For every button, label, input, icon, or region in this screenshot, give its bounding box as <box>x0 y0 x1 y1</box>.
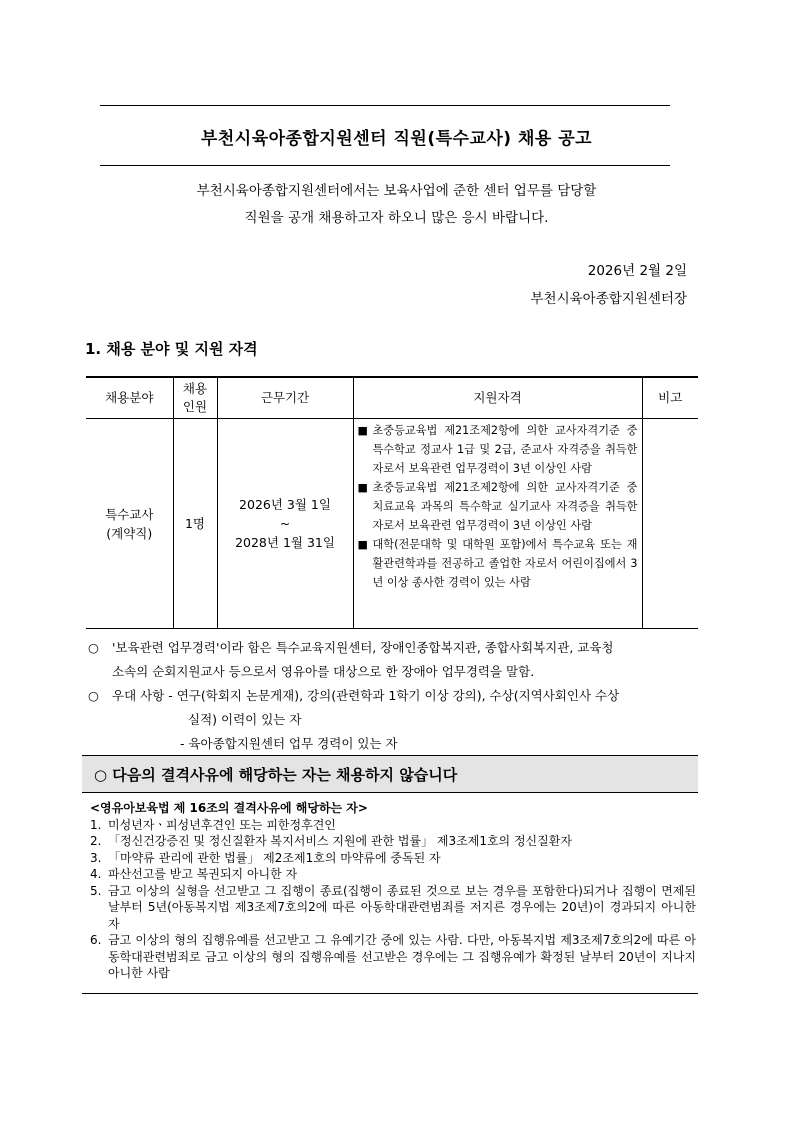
item-text: 「마약류 관리에 관한 법률」 제2조제1호의 마약류에 중독된 자 <box>108 850 441 865</box>
qualification-item <box>358 535 638 592</box>
period-start: 2026년 3월 1일 <box>239 497 331 512</box>
header-field: 채용분야 <box>86 377 173 419</box>
header-period: 근무기간 <box>217 377 353 419</box>
square-bullet-icon: ■ <box>357 424 368 437</box>
note-preference-line2: 실적) 이력이 있는 자 <box>188 712 302 727</box>
qualification-text: 초중등교육법 제21조제2항에 의한 교사자격기준 중 치료교육 과목의 특수학교 실기교사 자격증을 취득한 자로서 보육관련 업무경력이 3년 이상인 사람 <box>372 481 638 532</box>
section-1-title: 1. 채용 분야 및 지원 자격 <box>85 340 258 358</box>
note-experience-line2: 소속의 순회지원교사 등으로서 영유아를 대상으로 한 장애아 업무경력을 말함. <box>112 664 535 679</box>
page-title: 부천시육아종합지원센터 직원(특수교사) 채용 공고 <box>200 129 593 149</box>
section-2-title-box <box>82 755 698 793</box>
qualification-text: 대학(전문대학 및 대학원 포함)에서 특수교육 또는 재활관련학과를 전공하고 졸업한 자로서 어린이집에서 3년 이상 종사한 경력이 있는 사람 <box>372 538 638 589</box>
cell-qualifications <box>353 419 642 629</box>
list-item <box>90 883 696 933</box>
header-count <box>173 377 217 419</box>
cell-count: 1명 <box>173 419 217 629</box>
qualification-text: 초중등교육법 제21조제2항에 의한 교사자격기준 중 특수학교 정교사 1급 및 2급, 준교사 자격증을 취득한 자로서 보육관련 업무경력이 3년 이상인 사람 <box>372 424 638 475</box>
header-count-line2: 인원 <box>182 399 208 414</box>
item-text: 금고 이상의 형의 집행유예를 선고받고 그 유예기간 중에 있는 사람. 다만, 아동복지법 제3조제7호의2에 따른 아동학대관련범죄로 금고 이상의 형의 집행유예를 선고받은 경우에는 그 집행유예가 확정된 날부터 20년이 지나지 아니한 사람 <box>108 933 696 980</box>
item-number: 2. <box>90 834 102 848</box>
square-bullet-icon: ■ <box>357 481 368 494</box>
field-line1: 특수교사 <box>105 506 154 522</box>
recruitment-table <box>86 376 698 629</box>
header-qualification: 지원자격 <box>353 377 642 419</box>
list-item <box>90 866 696 883</box>
list-item <box>90 817 696 834</box>
item-text: 미성년자ㆍ피성년후견인 또는 피한정후견인 <box>108 817 336 832</box>
field-line2: (계약직) <box>106 525 153 541</box>
intro-line-2: 직원을 공개 채용하고자 하오니 많은 응시 바랍니다. <box>244 210 549 226</box>
qualification-item <box>358 421 638 478</box>
note-preference-line1: 우대 사항 - 연구(학회지 논문게재), 강의(관련학과 1학기 이상 강의), 수상(지역사회인사 수상 <box>112 688 620 703</box>
bottom-rule <box>82 993 698 994</box>
top-rule <box>100 105 670 106</box>
circle-bullet-icon: ○ <box>88 688 99 703</box>
qualification-item <box>358 478 638 535</box>
intro-line-1: 부천시육아종합지원센터에서는 보육사업에 준한 센터 업무를 담당할 <box>196 183 597 199</box>
circle-bullet-icon: ○ <box>88 640 99 655</box>
section-2-title: ○ 다음의 결격사유에 해당하는 자는 채용하지 않습니다 <box>94 765 458 784</box>
table-row <box>86 419 698 629</box>
note-preference <box>88 684 698 708</box>
item-text: 파산선고를 받고 복권되지 아니한 자 <box>108 867 298 881</box>
list-item <box>90 850 696 867</box>
item-number: 4. <box>90 867 102 881</box>
item-number: 3. <box>90 850 102 865</box>
disqualification-heading: <영유아보육법 제 16조의 결격사유에 해당하는 자> <box>90 801 368 815</box>
notes <box>88 636 698 756</box>
item-number: 5. <box>90 883 102 898</box>
list-item <box>90 932 696 982</box>
disqualification-list <box>90 800 696 982</box>
intro-text <box>0 178 793 232</box>
note-preference-line3: - 육아종합지원센터 업무 경력이 있는 자 <box>180 736 398 751</box>
item-number: 6. <box>90 933 102 947</box>
item-number: 1. <box>90 817 102 832</box>
cell-remarks <box>642 419 698 629</box>
list-item <box>90 833 696 850</box>
table-header-row <box>86 377 698 419</box>
cell-period <box>217 419 353 629</box>
note-experience <box>88 636 698 660</box>
header-remarks: 비고 <box>642 377 698 419</box>
period-separator: ~ <box>279 516 291 531</box>
cell-field <box>86 419 173 629</box>
period-end: 2028년 1월 31일 <box>235 535 335 550</box>
announcement-date: 2026년 2월 2일 <box>587 263 687 279</box>
issuer: 부천시육아종합지원센터장 <box>530 291 687 307</box>
title-rule <box>100 165 670 166</box>
header-count-line1: 채용 <box>182 381 208 396</box>
square-bullet-icon: ■ <box>357 538 368 551</box>
item-text: 금고 이상의 실형을 선고받고 그 집행이 종료(집행이 종료된 것으로 보는 경우를 포함한다)되거나 집행이 면제된 날부터 5년(아동복지법 제3조제7호의2에 따른 아동학대관련범죄를 저지른 경우에는 20년)이 경과되지 아니한 자 <box>108 883 696 931</box>
item-text: 「정신건강증진 및 정신질환자 복지서비스 지원에 관한 법률」 제3조제1호의 정신질환자 <box>108 834 572 848</box>
note-experience-line1: '보육관련 업무경력'이라 함은 특수교육지원센터, 장애인종합복지관, 종합사회복지관, 교육청 <box>112 640 614 655</box>
